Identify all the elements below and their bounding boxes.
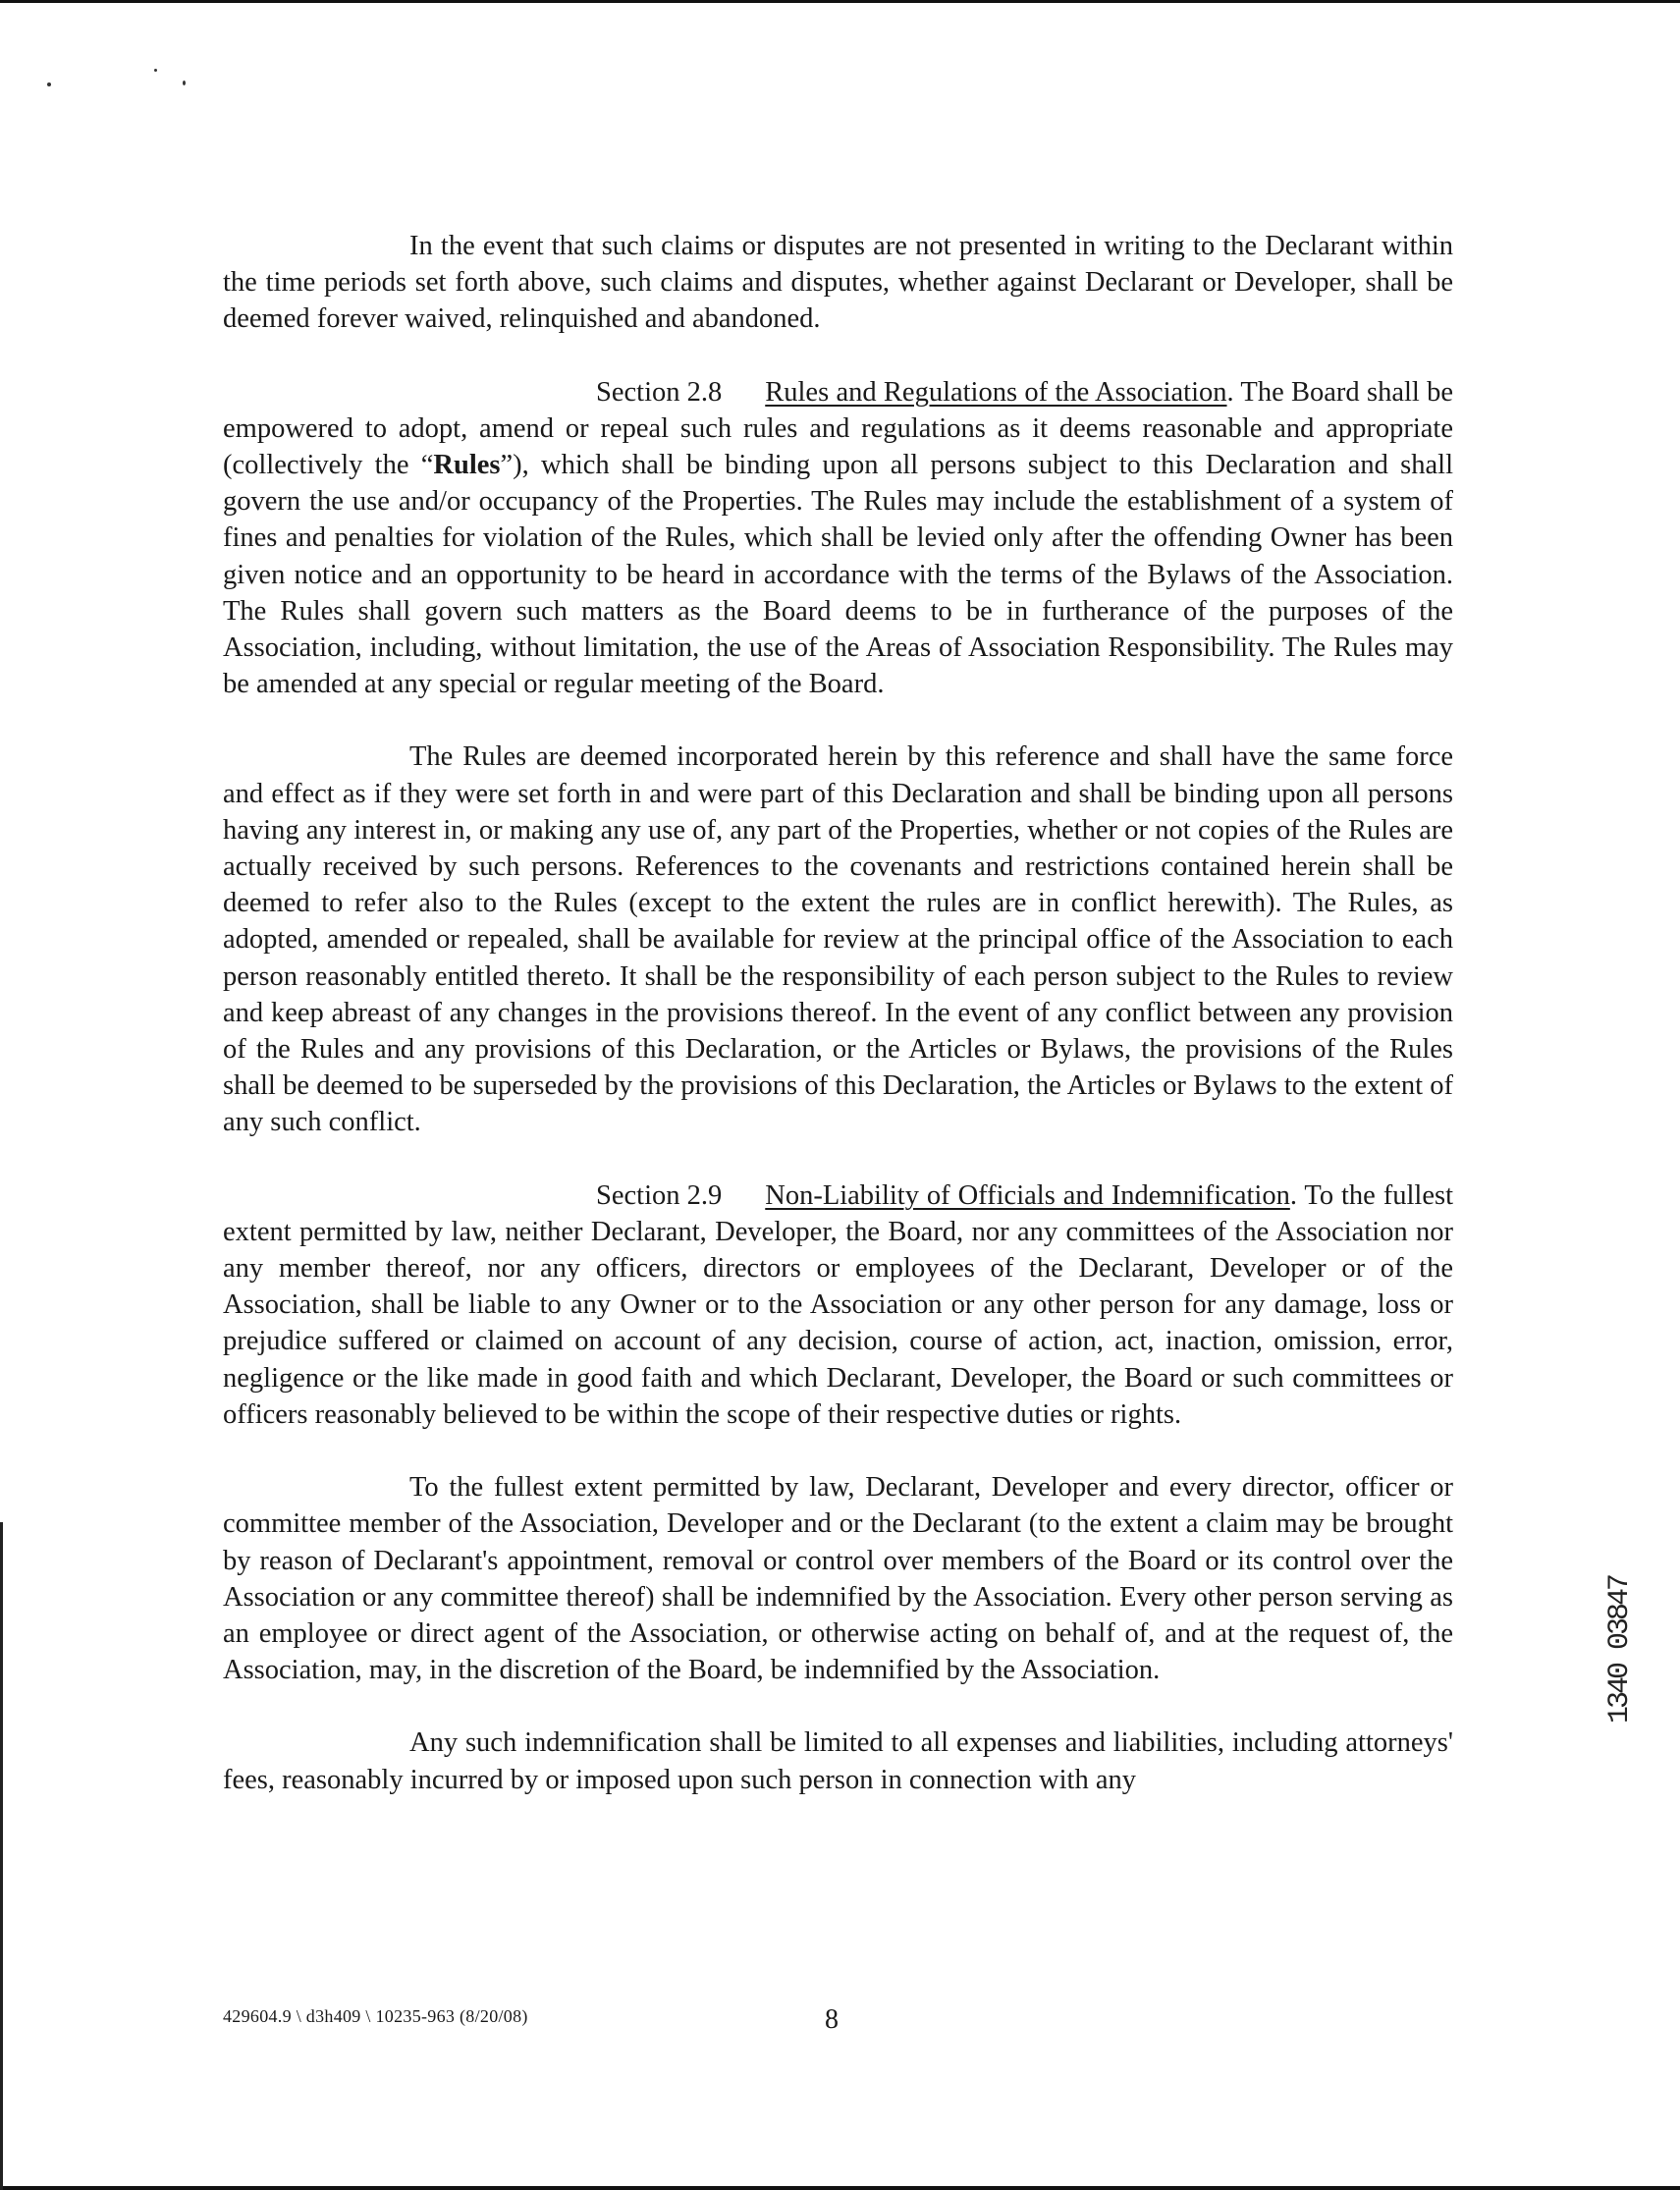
scan-speck bbox=[47, 82, 51, 86]
scan-top-border bbox=[0, 0, 1680, 3]
section-text: . To the fullest extent permitted by law, neither Declarant, Developer, the Board, nor any committees of the Association nor any member thereof, nor any officers, directors or employees of the Declarant, Developer or of the Association, shall be liable to any Owner or to the Association or any other person for any damage, loss or prejudice suffered or claimed on account of any decision, course of action, act, inaction, omission, error, negligence or the like made in good faith and which Declarant, Developer, the Board or such committees or officers reasonably believed to be within the scope of their respective duties or rights. bbox=[223, 1179, 1453, 1430]
section-2-8 bbox=[223, 374, 1453, 703]
margin-recording-stamp: 1340 03847 bbox=[1603, 1576, 1637, 1725]
paragraph-rules-incorporated: The Rules are deemed incorporated herein by this reference and shall have the same force and effect as if they were set forth in and were part of this Declaration and shall be binding upon all persons having any interest in, or making any use of, any part of the Properties, whether or not copies of the Rules are actually received by such persons. References to the covenants and restrictions contained herein shall be deemed to refer also to the Rules (except to the extent the rules are in conflict herewith). The Rules, as adopted, amended or repealed, shall be available for review at the principal office of the Association to each person reasonably entitled thereto. It shall be the responsibility of each person subject to the Rules to review and keep abreast of any changes in the provisions thereof. In the event of any conflict between any provision of the Rules and any provisions of this Declaration, or the Articles or Bylaws, the provisions of the Rules shall be deemed to be superseded by the provisions of this Declaration, the Articles or Bylaws to the extent of any such conflict. bbox=[223, 741, 1453, 1138]
paragraph-indemnification: To the fullest extent permitted by law, Declarant, Developer and every director, officer or committee member of the Association, Developer and or the Declarant (to the extent a claim may be brought by reason of Declarant's appointment, removal or control over members of the Board or its control over the Association or any committee thereof) shall be indemnified by the Association. Every other person serving as an employee or direct agent of the Association, or otherwise acting on behalf of, and at the request of, the Association, may, in the discretion of the Board, be indemnified by the Association. bbox=[223, 1472, 1453, 1686]
section-2-9 bbox=[223, 1177, 1453, 1433]
section-number: Section 2.9 bbox=[596, 1179, 723, 1211]
scan-speck bbox=[154, 69, 157, 72]
section-title: Rules and Regulations of the Association bbox=[765, 376, 1227, 408]
paragraph-claims-waived: In the event that such claims or disputes are not presented in writing to the Declarant within the time periods set forth above, such claims and disputes, whether against Declarant or Developer, shall be deemed forever waived, relinquished and abandoned. bbox=[223, 231, 1453, 335]
section-number: Section 2.8 bbox=[596, 376, 723, 408]
defined-term: Rules bbox=[433, 450, 501, 481]
section-title: Non-Liability of Officials and Indemnification bbox=[765, 1179, 1290, 1211]
scan-bottom-border bbox=[0, 2186, 1680, 2190]
section-text: ”), which shall be binding upon all persons subject to this Declaration and shall govern the use and/or occupancy of the Properties. The Rules may include the establishment of a system of fines and penalties for violation of the Rules, which shall be levied only after the offending Owner has been given notice and an opportunity to be heard in accordance with the terms of the Bylaws of the Association. The Rules shall govern such matters as the Board deems to be in furtherance of the purposes of the Association, including, without limitation, the use of the Areas of Association Responsibility. The Rules may be amended at any special or regular meeting of the Board. bbox=[223, 450, 1453, 700]
scan-speck bbox=[183, 81, 186, 85]
scan-left-edge bbox=[0, 1522, 3, 2190]
footer-document-code: 429604.9 \ d3h409 \ 10235-963 (8/20/08) bbox=[223, 2006, 528, 2026]
paragraph-indemnification-limit: Any such indemnification shall be limited to all expenses and liabilities, including attorneys' fees, reasonably incurred by or imposed upon such person in connection with any bbox=[223, 1727, 1453, 1795]
body-text bbox=[223, 228, 1453, 1834]
section-text: . The Board shall be empowered to adopt, amend or repeal such rules and regulations as it deems reasonable and appropriate (collectively the “ bbox=[223, 376, 1453, 481]
page-number: 8 bbox=[825, 2004, 839, 2035]
